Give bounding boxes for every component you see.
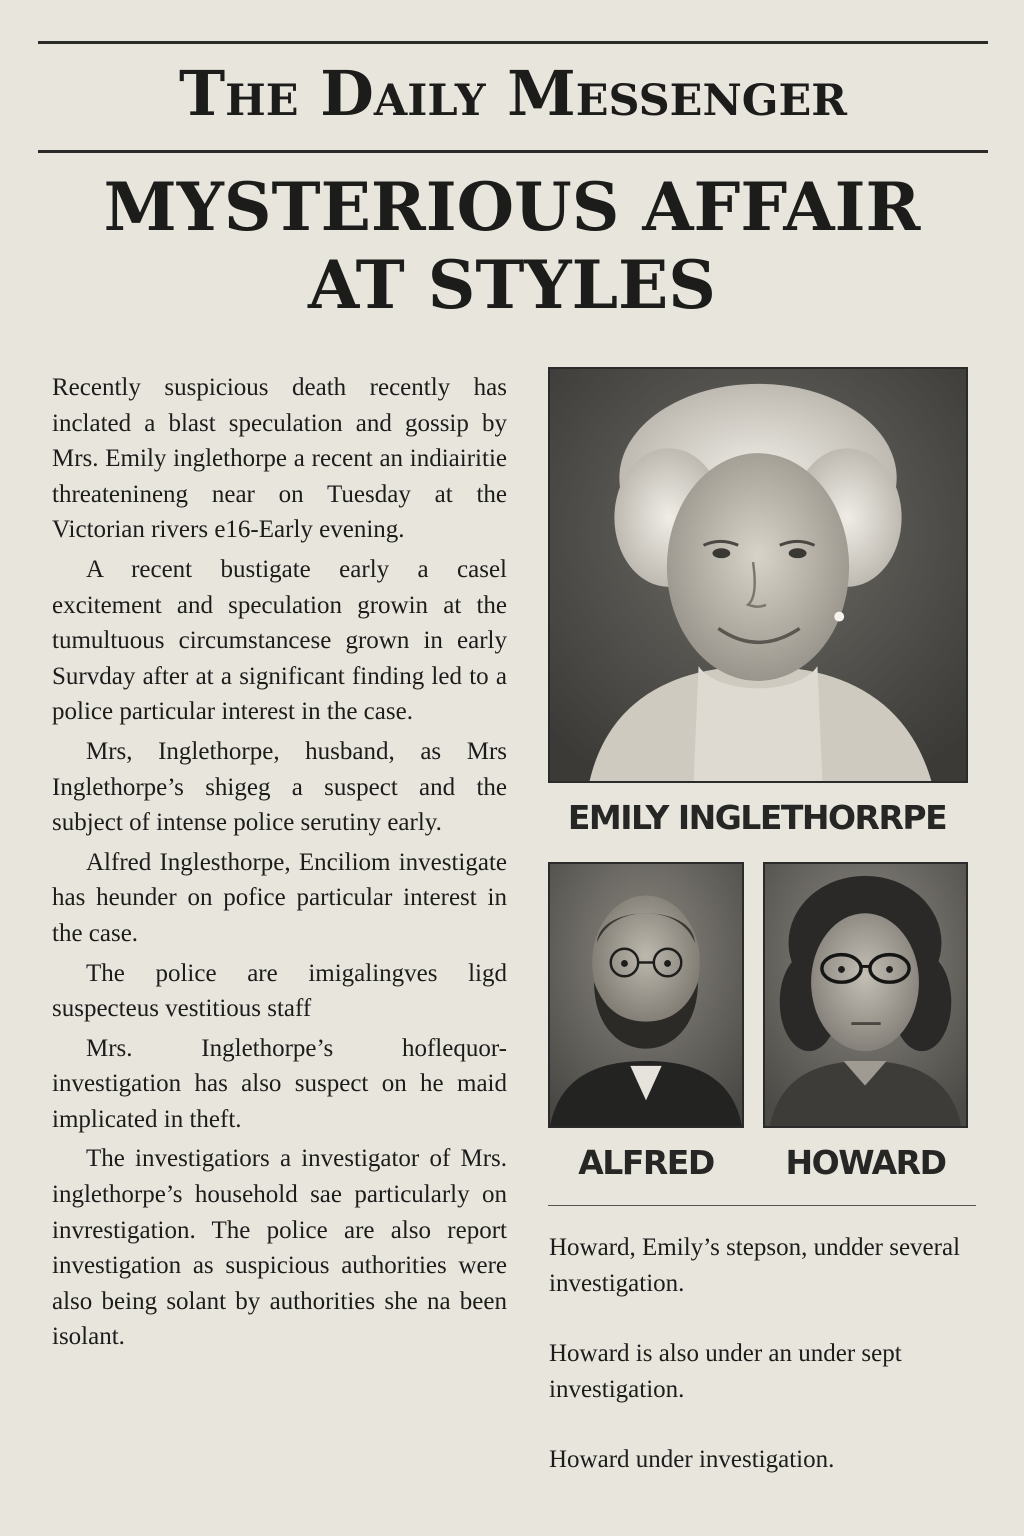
headline-line-1: MYSTERIOUS AFFAIR <box>103 168 921 246</box>
article-paragraph: The investigatiors a investigator of Mrs. inglethorpe’s household sae particularly on invrestigation. The police are also report investigation as suspicious authorities were also being solant by authorities she na been isolant. <box>52 1145 507 1351</box>
howard-portrait <box>763 862 968 1128</box>
headline-line-2: AT STYLES <box>308 246 716 324</box>
alfred-caption: ALFRED <box>578 1143 714 1182</box>
sidebar-paragraph: Howard under investigation. <box>549 1446 835 1474</box>
emily-portrait-image <box>550 369 966 781</box>
article-paragraph: The police are imigalingves ligd suspecteus vestitious staff <box>52 959 507 1023</box>
article-paragraph: Recently suspicious death recently has inclated a blast speculation and gossip by Mrs. Emily inglethorpe a recent an indiairitie threatenineng near on Tuesday at the Victorian rivers e16-Early evening. <box>52 374 507 544</box>
masthead: The Daily Messenger <box>178 57 847 130</box>
article-paragraph: Alfred Inglesthorpe, Enciliom investigate has heunder on pofice particular interest in the case. <box>52 848 507 947</box>
sidebar-paragraph: Howard, Emily’s stepson, undder several investigation. <box>549 1234 961 1297</box>
sidebar-text <box>549 1230 969 1513</box>
article-paragraph: A recent bustigate early a casel excitement and speculation growin at the tumultuous circumstancese grown in early Survday after at a significant finding led to a police particular interest in the case. <box>52 555 507 726</box>
howard-portrait-image <box>765 864 966 1126</box>
alfred-portrait-image <box>550 864 742 1126</box>
emily-portrait <box>548 367 968 783</box>
howard-caption: HOWARD <box>785 1143 946 1182</box>
masthead-top-rule <box>38 41 988 44</box>
emily-caption: EMILY INGLETHORRPE <box>567 798 947 837</box>
sidebar-paragraph: Howard is also under an under sept investigation. <box>549 1340 902 1403</box>
article-paragraph: Mrs. Inglethorpe’s hoflequor-investigation has also suspect on he maid implicated in theft. <box>52 1034 507 1133</box>
alfred-portrait <box>548 862 744 1128</box>
article-paragraph: Mrs, Inglethorpe, husband, as Mrs Inglethorpe’s shigeg a suspect and the subject of intense police serutiny early. <box>52 737 507 837</box>
article-body <box>52 370 507 1359</box>
headline <box>20 168 1004 324</box>
masthead-bottom-rule <box>38 150 988 153</box>
sidebar-divider <box>548 1205 976 1206</box>
